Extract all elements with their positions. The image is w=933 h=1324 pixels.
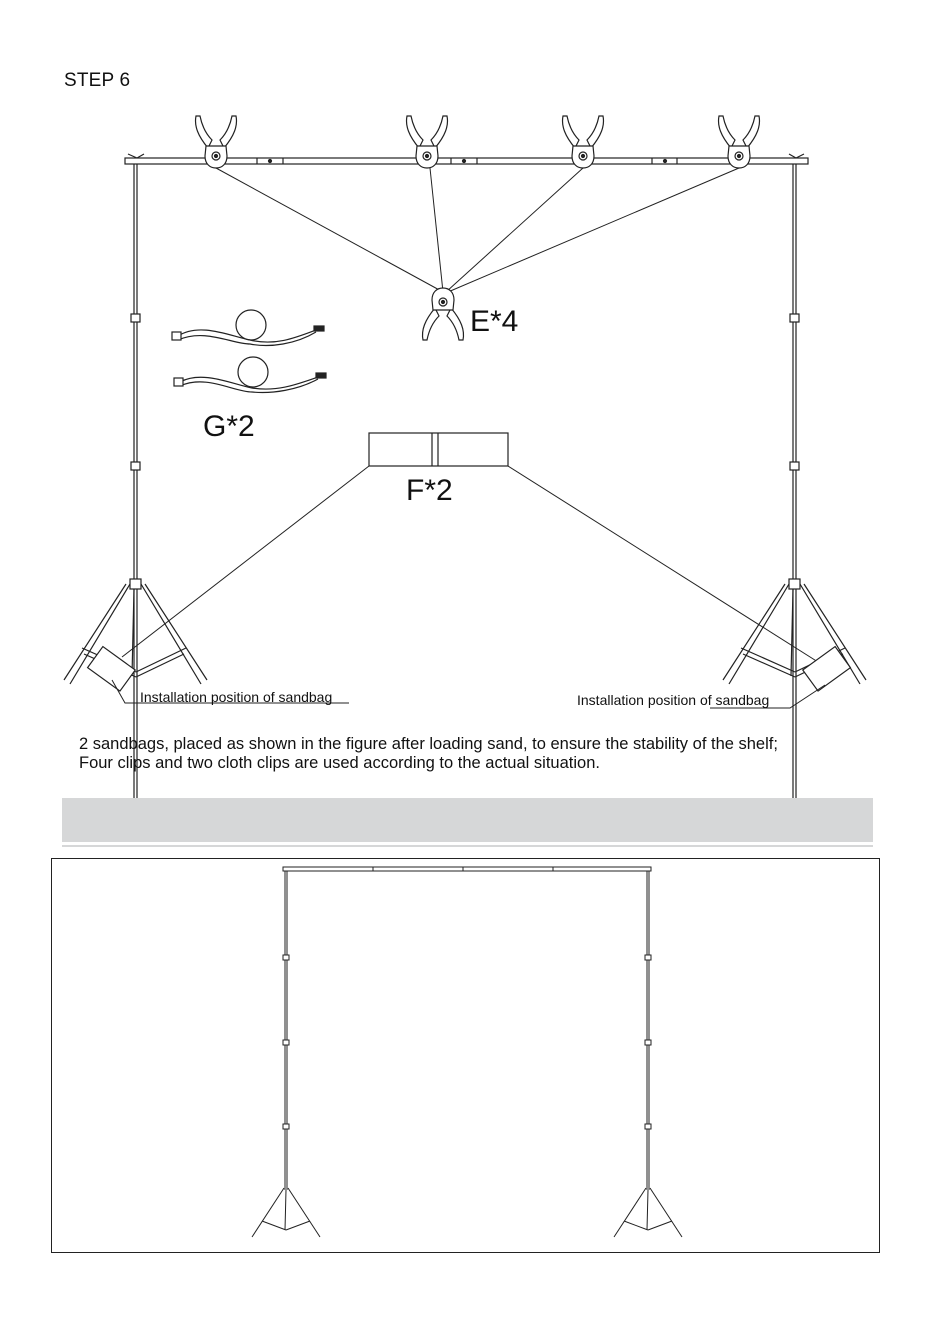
step-title: STEP 6 bbox=[64, 70, 131, 91]
cloth-clip-2 bbox=[174, 357, 326, 392]
sandbag-right bbox=[803, 647, 851, 692]
clip-part-label: E*4 bbox=[470, 305, 519, 338]
right-stand bbox=[723, 164, 866, 834]
section-divider bbox=[62, 845, 873, 847]
sandbag-part bbox=[369, 433, 508, 466]
sandbag-part-label: F*2 bbox=[406, 474, 453, 507]
sandbag-right-callout: Installation position of sandbag bbox=[577, 692, 770, 708]
cloth-clip-1 bbox=[172, 310, 324, 346]
note-line-1: 2 sandbags, placed as shown in the figure after loading sand, to ensure the stability of the shelf; bbox=[79, 735, 778, 753]
note-line-2: Four clips and two cloth clips are used according to the actual situation. bbox=[79, 754, 600, 772]
clip-leader-lines bbox=[216, 168, 739, 292]
sandbag-left-callout: Installation position of sandbag bbox=[140, 689, 333, 705]
clip-loose bbox=[423, 288, 464, 340]
cloth-clip-part-label: G*2 bbox=[203, 410, 255, 443]
left-stand bbox=[64, 164, 207, 834]
section-band bbox=[62, 798, 873, 842]
assembled-view-frame bbox=[51, 858, 880, 1253]
